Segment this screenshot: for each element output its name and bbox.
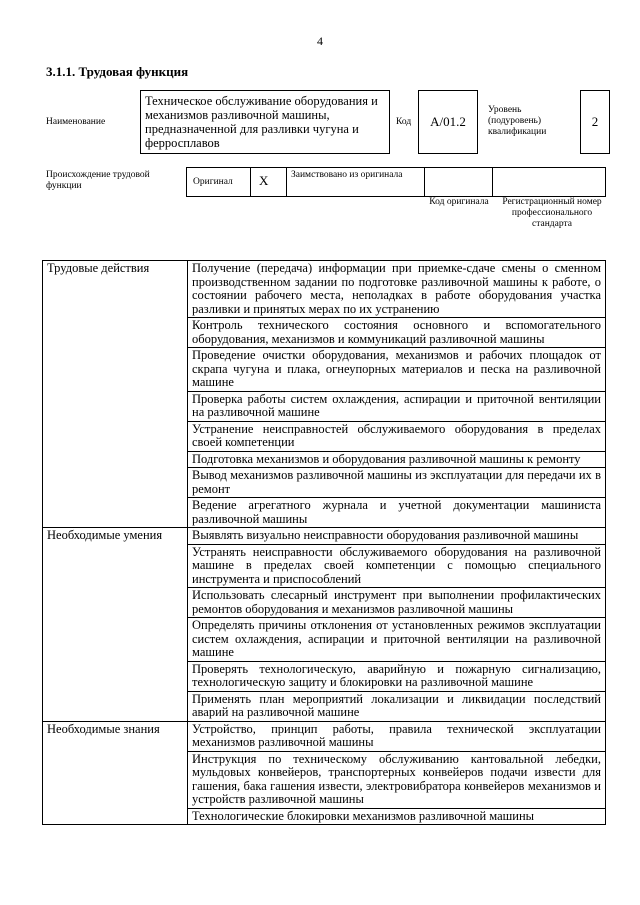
section-title: 3.1.1. Трудовая функция xyxy=(46,64,189,79)
function-details-table xyxy=(42,260,606,825)
section-item: Определять причины отклонения от установленных режимов эксплуатации систем охлаждения, аспирации и приточной вентиляции на разливочной машине xyxy=(188,618,606,662)
table-row xyxy=(43,721,606,751)
original-label: Оригинал xyxy=(193,177,233,187)
section-category: Трудовые действия xyxy=(43,261,188,528)
section-item: Применять план мероприятий локализации и ликвидации последствий аварий на разливочной машине xyxy=(188,691,606,721)
table-row xyxy=(43,528,606,545)
borrowed-label: Заимствовано из оригинала xyxy=(291,170,403,180)
level-value: 2 xyxy=(580,90,610,154)
section-category: Необходимые умения xyxy=(43,528,188,722)
code-label: Код xyxy=(396,117,412,127)
origin-mark-cell xyxy=(250,168,286,196)
section-item: Контроль технического состояния основного и вспомогательного оборудования, механизмов и коммуникаций разливочной машины xyxy=(188,318,606,348)
origin-original-cell xyxy=(186,168,250,196)
origin-reg-cell xyxy=(492,168,606,196)
section-item: Подготовка механизмов и оборудования разливочной машины к ремонту xyxy=(188,451,606,468)
origin-label: Происхождение трудовой функции xyxy=(46,170,150,191)
section-item: Устранять неисправности обслуживаемого оборудования на разливочной машине в пределах своей компетенции с помощью специального инструмента и приспособлений xyxy=(188,544,606,588)
section-item: Устранение неисправностей обслуживаемого оборудования в пределах своей компетенции xyxy=(188,421,606,451)
section-item: Устройство, принцип работы, правила технической эксплуатации механизмов разливочной машины xyxy=(188,721,606,751)
section-item: Ведение агрегатного журнала и учетной документации машиниста разливочной машины xyxy=(188,498,606,528)
section-item: Инструкция по техническому обслуживанию кантовальной лебедки, мульдовых конвейеров, транспортерных конвейеров подачи извести для гашения, бака гашения извести, электровибратора конвейеров механизмов и устройств разливочной машины xyxy=(188,751,606,808)
section-item: Технологические блокировки механизмов разливочной машины xyxy=(188,808,606,825)
table-row xyxy=(43,261,606,318)
origin-reg-caption: Регистрационный номер профессионального стандарта xyxy=(502,197,602,229)
section-item: Получение (передача) информации при приемке-сдаче смены о сменном производственном задании по подготовке разливочной машины к работе, о состоянии рабочего места, неполадках в работе оборудования участка разливки и принятых мерах по их устранению xyxy=(188,261,606,318)
section-item: Проведение очистки оборудования, механизмов и рабочих площадок от скрапа чугуна и плака, огнеупорных материалов и песка на разливочной машине xyxy=(188,348,606,392)
code-value: А/01.2 xyxy=(418,90,478,154)
origin-borrowed-cell xyxy=(286,168,424,196)
section-item: Вывод механизмов разливочной машины из эксплуатации для передачи их в ремонт xyxy=(188,468,606,498)
original-mark: X xyxy=(259,173,269,188)
section-item: Выявлять визуально неисправности оборудования разливочной машины xyxy=(188,528,606,545)
section-category: Необходимые знания xyxy=(43,721,188,825)
origin-code-cell xyxy=(424,168,492,196)
function-name-value: Техническое обслуживание оборудования и механизмов разливочной машины, предназначенной для разливки чугуна и ферросплавов xyxy=(140,90,390,154)
section-item: Проверять технологическую, аварийную и пожарную сигнализацию, технологическую защиту и блокировки на разливочной машине xyxy=(188,661,606,691)
section-item: Использовать слесарный инструмент при выполнении профилактических ремонтов оборудования и механизмов разливочной машины xyxy=(188,588,606,618)
level-label: Уровень (подуровень) квалификации xyxy=(488,105,547,137)
section-item: Проверка работы систем охлаждения, аспирации и приточной вентиляции на разливочной машине xyxy=(188,391,606,421)
origin-row xyxy=(186,167,606,197)
page-number: 4 xyxy=(317,34,323,48)
origin-code-caption: Код оригинала xyxy=(429,197,489,207)
name-label: Наименование xyxy=(46,117,106,127)
